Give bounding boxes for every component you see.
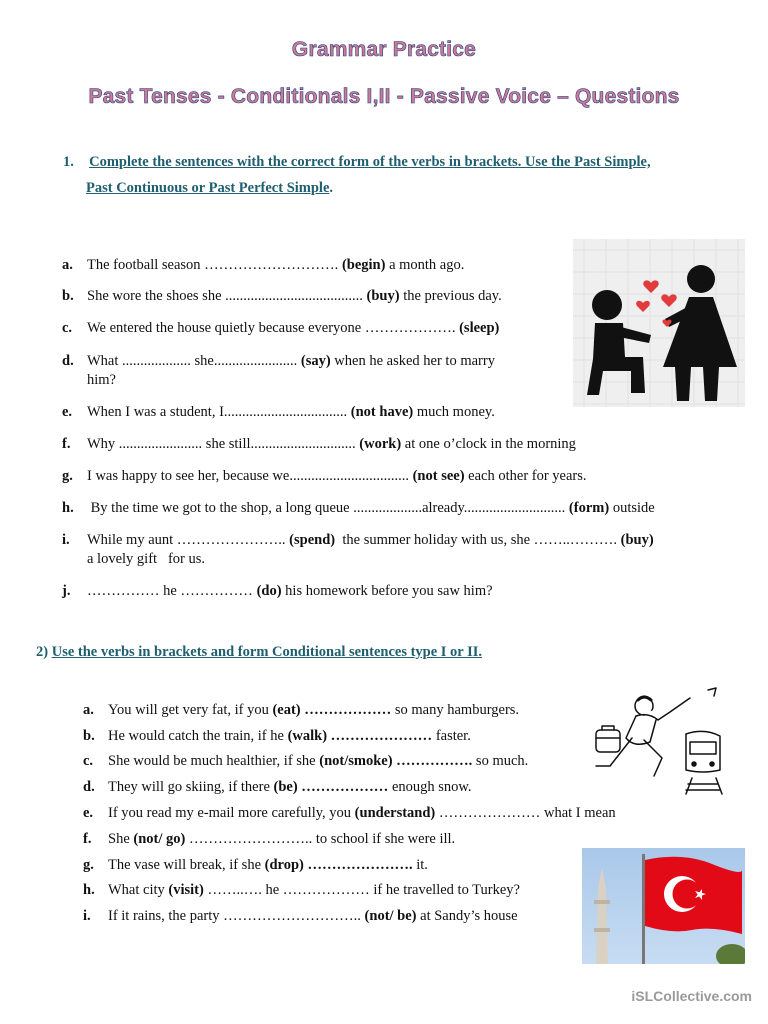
item-verb: (form) [568, 500, 610, 516]
item-text: If it rains, the party ……………………….. [108, 908, 365, 924]
item-text-end: …………………….. to school if she were ill. [185, 831, 456, 847]
section1-instruction-end: . [329, 180, 334, 196]
item-verb: (begin) [341, 257, 386, 273]
item-letter: a. [83, 702, 94, 718]
item-letter: f. [83, 831, 92, 847]
item-text: What ................... she....................... [87, 353, 301, 369]
running-man-image [588, 686, 748, 798]
item-text-end: a month ago. [385, 257, 465, 273]
item-letter: g. [83, 857, 94, 873]
item-text: I was happy to see her, because we................................. [87, 468, 413, 484]
item-letter: f. [62, 436, 71, 452]
item-verb: (buy) [366, 288, 400, 304]
item-verb: (not/smoke) ……………. [319, 753, 473, 769]
item-text-end: it. [412, 857, 428, 873]
running-man-train-icon [588, 686, 748, 798]
item-letter: c. [62, 320, 73, 336]
list-item [83, 830, 455, 849]
item-text: When I was a student, I.................................. [87, 404, 351, 420]
item-text: …………… he …………… [87, 583, 257, 599]
item-text: If you read my e-mail more carefully, you [108, 805, 355, 821]
item-text: The football season ………………………. [87, 257, 342, 273]
item-letter: a. [62, 257, 73, 273]
item-text-end: enough snow. [388, 779, 472, 795]
list-item [62, 467, 587, 486]
item-text-end: when he asked her to marry [330, 353, 495, 369]
turkey-flag-image [582, 848, 745, 964]
item-text: He would catch the train, if he [108, 728, 288, 744]
list-item [62, 582, 493, 601]
item-text: What city [108, 882, 169, 898]
list-item [62, 403, 495, 422]
list-item [62, 435, 576, 454]
list-item [62, 319, 499, 338]
proposal-image [573, 239, 745, 407]
item-text-end: so many hamburgers. [391, 702, 520, 718]
item-text-end: much money. [413, 404, 495, 420]
item-verb: (sleep) [459, 320, 500, 336]
list-item [83, 752, 528, 771]
section1-heading-line2 [86, 180, 333, 197]
item-text-end: faster. [432, 728, 471, 744]
item-verb: (visit) [168, 882, 204, 898]
item-text: She [108, 831, 134, 847]
item-text-end: at one o’clock in the morning [401, 436, 576, 452]
item-text-end: ………………… what I mean [435, 805, 616, 821]
item-verb: (drop) …………………. [264, 857, 413, 873]
list-item [83, 804, 616, 823]
item-letter: d. [62, 353, 74, 369]
section1-instruction-line2: Past Continuous or Past Perfect Simple [86, 180, 330, 196]
item-text-end: his homework before you saw him? [281, 583, 493, 599]
item-verb: (work) [359, 436, 402, 452]
page-subtitle: Past Tenses - Conditionals I,II - Passive Voice – Questions [88, 85, 680, 108]
item-text-line2: a lovely gift for us. [87, 551, 205, 567]
item-text: They will go skiing, if there [108, 779, 274, 795]
section1-number: 1. [63, 154, 74, 170]
list-item [62, 287, 502, 306]
item-verb: (buy) [620, 532, 654, 548]
item-text-line2: him? [87, 372, 116, 388]
item-text: Why ....................... she still............................. [87, 436, 360, 452]
item-verb: (eat) ……………… [272, 702, 392, 718]
item-verb: (be) ……………… [273, 779, 389, 795]
item-text-end: each other for years. [464, 468, 587, 484]
list-item [83, 701, 519, 720]
turkey-flag-icon [582, 848, 745, 964]
item-letter: b. [83, 728, 95, 744]
item-text-end: the previous day. [399, 288, 502, 304]
item-text: She would be much healthier, if she [108, 753, 320, 769]
item-text: We entered the house quietly because everyone ………………. [87, 320, 460, 336]
item-text-end: so much. [472, 753, 529, 769]
item-letter: c. [83, 753, 94, 769]
item-verb: (spend) [289, 532, 336, 548]
section2-instruction: Use the verbs in brackets and form Conditional sentences type I or II. [51, 644, 483, 660]
list-item [83, 881, 520, 900]
proposal-illustration-icon [573, 239, 745, 407]
list-item [83, 856, 428, 875]
item-letter: h. [83, 882, 95, 898]
item-letter: i. [62, 532, 70, 548]
item-verb: (not have) [350, 404, 414, 420]
item-verb: (walk) ………………… [287, 728, 433, 744]
item-text: The vase will break, if she [108, 857, 265, 873]
item-text: She wore the shoes she ...................................... [87, 288, 367, 304]
item-text-end: outside [609, 500, 655, 516]
item-letter: g. [62, 468, 73, 484]
item-text: You will get very fat, if you [108, 702, 273, 718]
item-letter: j. [62, 583, 71, 599]
list-item [83, 727, 471, 746]
item-text-end: at Sandy’s house [416, 908, 518, 924]
item-letter: e. [62, 404, 73, 420]
item-text: While my aunt ………………….. [87, 532, 290, 548]
list-item [62, 499, 655, 518]
item-letter: h. [62, 500, 74, 516]
footer-watermark: iSLCollective.com [631, 988, 752, 1004]
item-verb: (not/ go) [133, 831, 186, 847]
item-verb: (do) [256, 583, 282, 599]
section1-heading [63, 154, 651, 171]
item-letter: d. [83, 779, 95, 795]
list-item [83, 907, 518, 926]
item-verb: (not see) [412, 468, 465, 484]
item-text-mid: the summer holiday with us, she ……..………. [335, 532, 621, 548]
list-item [62, 531, 654, 569]
item-text-end: ……..…. he ……………… if he travelled to Turkey? [203, 882, 520, 898]
item-verb: (understand) [354, 805, 436, 821]
section1-instruction-line1: Complete the sentences with the correct form of the verbs in brackets. Use the Past Simple, [89, 154, 651, 170]
page-title: Grammar Practice [291, 38, 477, 61]
section2-heading [36, 644, 482, 661]
list-item [83, 778, 472, 797]
section2-number: 2) [36, 644, 49, 660]
item-letter: e. [83, 805, 94, 821]
item-verb: (say) [300, 353, 331, 369]
item-letter: b. [62, 288, 74, 304]
item-text: By the time we got to the shop, a long queue ...................already............................ [87, 500, 569, 516]
list-item [62, 352, 495, 390]
item-letter: i. [83, 908, 91, 924]
item-verb: (not/ be) [364, 908, 417, 924]
list-item [62, 256, 464, 275]
